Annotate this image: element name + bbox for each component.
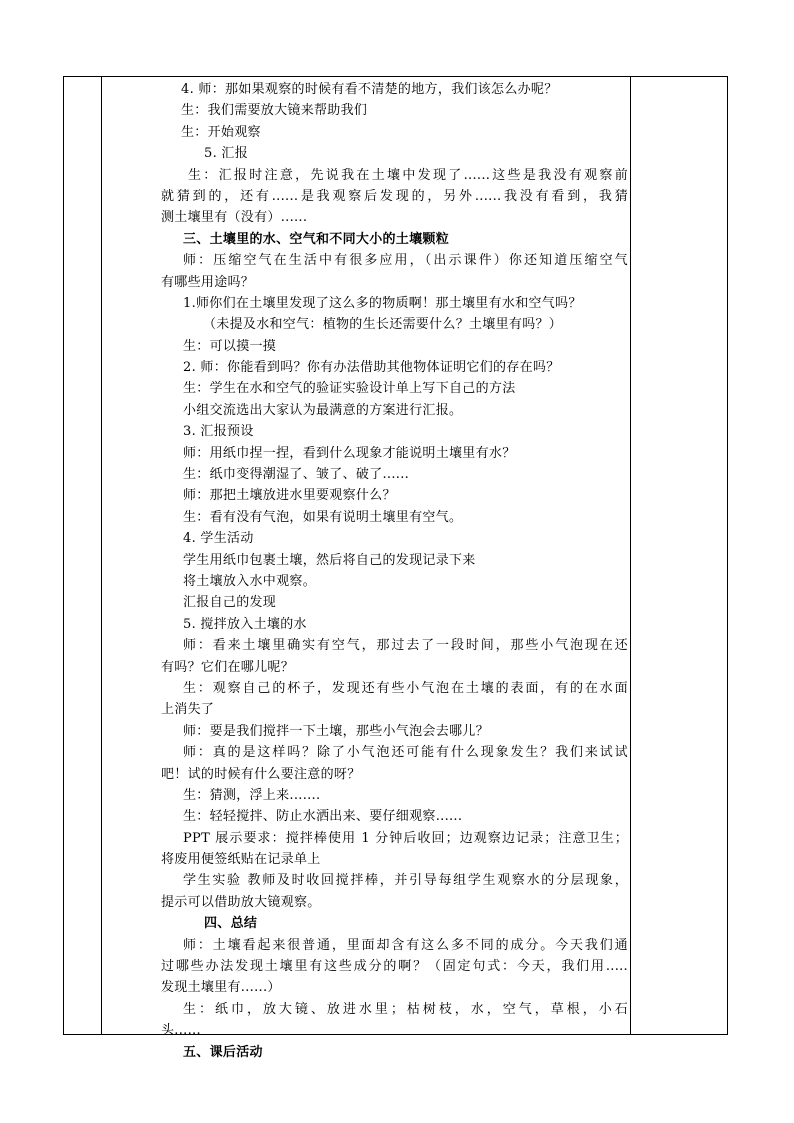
text-line: 学生实验 教师及时收回搅拌棒，并引导每组学生观察水的分层现象， <box>183 873 628 889</box>
text-line: 将废用便签纸贴在记录单上 <box>161 852 321 868</box>
text-line: 生：学生在水和空气的验证实验设计单上写下自己的方法 <box>183 381 516 397</box>
text-line: 生：看有没有气泡，如果有说明土壤里有空气。 <box>183 509 463 525</box>
text-line: 生：纸巾，放大镜、放进水里；枯树枝，水，空气，草根，小石 <box>183 1001 628 1017</box>
text-line: 汇报自己的发现 <box>183 595 277 611</box>
text-line: 2. 师：你能看到吗？你有办法借助其他物体证明它们的存在吗？ <box>183 360 560 376</box>
text-line: PPT 展示要求：搅拌棒使用 1 分钟后收回；边观察边记录；注意卫生； <box>183 830 628 846</box>
text-line: 生：可以摸一摸 <box>183 338 277 354</box>
text-line: 头...... <box>161 1023 201 1039</box>
text-line: 生：汇报时注意，先说我在土壤中发现了......这些是我没有观察前 <box>188 167 628 183</box>
text-line: 5. 搅拌放入土壤的水 <box>183 616 307 632</box>
text-line: 就猜到的，还有......是我观察后发现的，另外......我没有看到，我猜 <box>161 188 628 204</box>
lesson-plan-table <box>63 76 728 1060</box>
text-line: 师：看来土壤里确实有空气，那过去了一段时间，那些小气泡现在还 <box>183 638 628 654</box>
text-line: 测土壤里有（没有）...... <box>161 210 308 226</box>
text-line: 5. 汇报 <box>204 146 249 162</box>
text-line: 有吗？它们在哪儿呢？ <box>161 659 295 675</box>
text-line: 师：土壤看起来很普通，里面却含有这么多不同的成分。今天我们通 <box>183 937 628 953</box>
text-line: 有哪些用途吗？ <box>161 274 255 290</box>
text-line: 吧！试的时候有什么要注意的呀？ <box>161 766 361 782</box>
text-line: 上消失了 <box>161 702 215 718</box>
text-line: 学生用纸巾包裹土壤，然后将自己的发现记录下来 <box>183 552 476 568</box>
text-line: 师：那把土壤放进水里要观察什么？ <box>183 488 396 504</box>
text-line: 生：我们需要放大镜来帮助我们 <box>181 103 368 119</box>
text-line: 4. 师：那如果观察的时候有看不清楚的地方，我们该怎么办呢？ <box>181 82 558 97</box>
text-line: 师：压缩空气在生活中有很多应用，（出示课件）你还知道压缩空气 <box>183 253 628 269</box>
text-line: 生：开始观察 <box>181 124 261 140</box>
lesson-content-cell <box>103 79 628 1063</box>
text-line: 发现土壤里有......） <box>161 980 281 996</box>
text-line: 提示可以借助放大镜观察。 <box>161 894 321 910</box>
text-line: 小组交流选出大家认为最满意的方案进行汇报。 <box>183 402 463 418</box>
section-heading: 五、课后活动 <box>183 1044 263 1060</box>
text-line: 生：轻轻搅拌、防止水洒出来、要仔细观察...... <box>183 809 463 825</box>
text-line: 生：观察自己的杯子，发现还有些小气泡在土壤的表面，有的在水面 <box>183 680 628 696</box>
text-line: 师：要是我们搅拌一下土壤，那些小气泡会去哪儿？ <box>183 723 489 739</box>
text-line: 过哪些办法发现土壤里有这些成分的啊？（固定句式：今天，我们用..... <box>161 959 628 975</box>
text-line: 师：真的是这样吗？除了小气泡还可能有什么现象发生？我们来试试 <box>183 745 628 761</box>
text-line: 4. 学生活动 <box>183 531 254 547</box>
text-line: 1.师你们在土壤里发现了这么多的物质啊！那土壤里有水和空气吗？ <box>183 295 582 311</box>
text-line: 生：猜测，浮上来....... <box>183 787 321 803</box>
text-line: （未提及水和空气：植物的生长还需要什么？土壤里有吗？） <box>203 317 563 333</box>
section-heading: 三、土壤里的水、空气和不同大小的土壤颗粒 <box>183 231 450 247</box>
column-divider-right <box>630 77 631 1034</box>
column-divider-left <box>101 77 102 1034</box>
text-line: 将土壤放入水中观察。 <box>183 573 317 589</box>
section-heading: 四、总结 <box>204 916 258 932</box>
text-line: 3. 汇报预设 <box>183 424 254 440</box>
text-line: 生：纸巾变得潮湿了、皱了、破了...... <box>183 467 410 483</box>
text-line: 师：用纸巾捏一捏，看到什么现象才能说明土壤里有水？ <box>183 445 516 461</box>
